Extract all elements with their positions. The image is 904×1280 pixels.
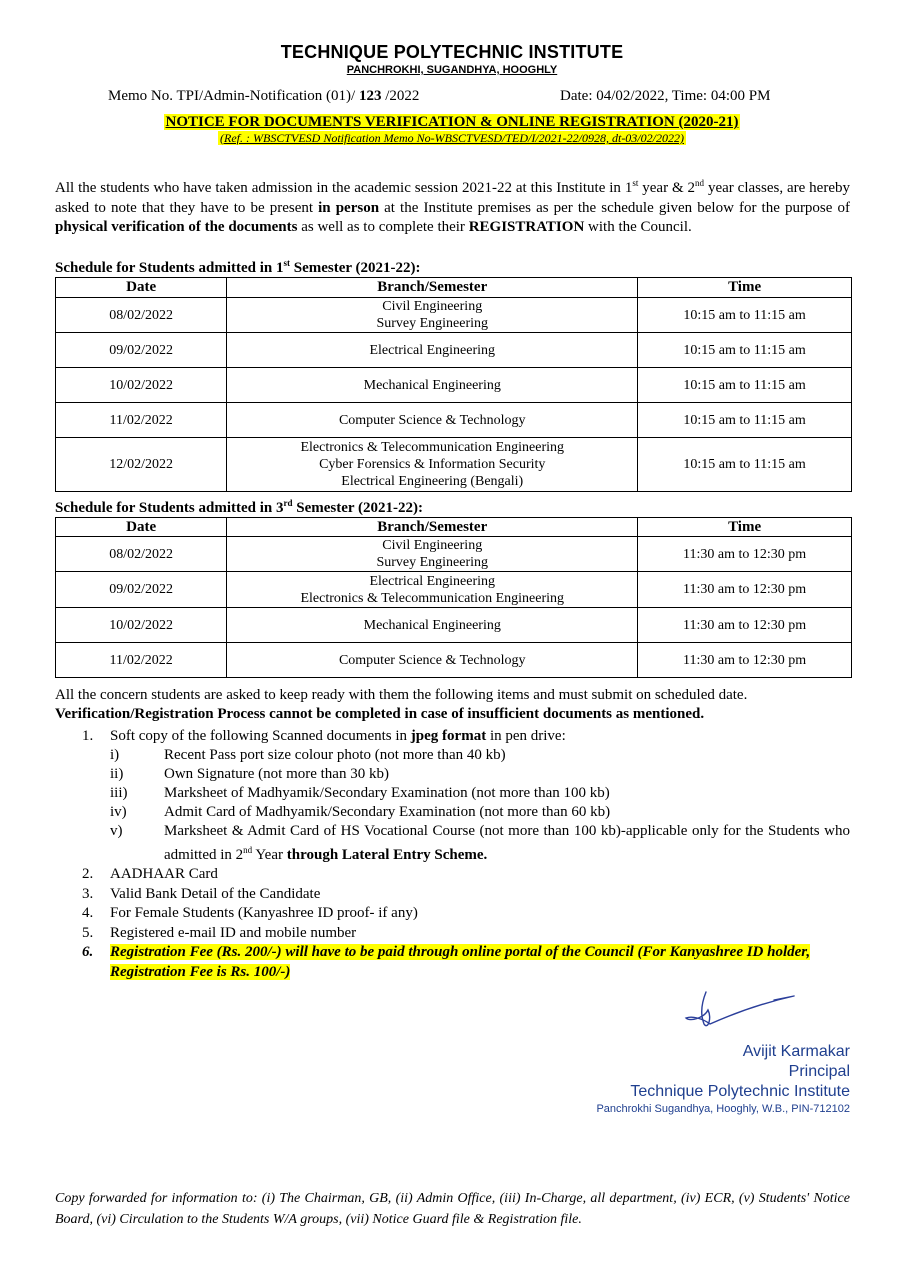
branch-name: Survey Engineering xyxy=(376,555,489,570)
branch-name: Electronics & Telecommunication Engineering xyxy=(300,440,564,455)
signatory-address: Panchrokhi Sugandhya, Hooghly, W.B., PIN-712102 xyxy=(596,1103,850,1115)
branch-name: Computer Science & Technology xyxy=(338,652,526,668)
signature-scribble xyxy=(678,988,798,1038)
branch-name: Mechanical Engineering xyxy=(363,377,501,393)
registration-fee-text: Registration Fee (Rs. 200/-) will have to be paid through online portal of the Council (For Kanyashree ID holder, Registration Fee is Rs. 100/-) xyxy=(110,944,811,980)
cell-branch xyxy=(227,608,638,643)
cell-branch xyxy=(227,572,638,608)
list-item: 5. Registered e-mail ID and mobile number xyxy=(82,924,357,941)
sub-item: ii) Own Signature (not more than 30 kb) xyxy=(110,766,389,782)
schedule2-header-time: Time xyxy=(638,518,852,537)
institute-address: PANCHROKHI, SUGANDHYA, HOOGHLY xyxy=(346,64,558,76)
cell-time: 10:15 am to 11:15 am xyxy=(638,368,852,403)
notice-title xyxy=(0,114,904,131)
cell-branch xyxy=(227,298,638,333)
table-row xyxy=(56,403,852,438)
instructions-line1: All the concern students are asked to keep ready with them the following items and must submit on scheduled date. xyxy=(55,687,748,703)
branch-name: Computer Science & Technology xyxy=(338,412,526,428)
cell-branch xyxy=(227,537,638,572)
schedule1-header-date: Date xyxy=(56,278,227,298)
table-row xyxy=(56,537,852,572)
cell-time: 10:15 am to 11:15 am xyxy=(638,438,852,492)
schedule1-header-time: Time xyxy=(638,278,852,298)
branch-name: Electrical Engineering (Bengali) xyxy=(341,474,524,489)
signatory-name: Avijit Karmakar xyxy=(742,1043,850,1060)
item-list xyxy=(82,865,850,983)
instructions xyxy=(55,686,850,724)
schedule1-header-branch: Branch/Semester xyxy=(227,278,638,298)
cell-date: 08/02/2022 xyxy=(56,537,227,572)
cell-time: 11:30 am to 12:30 pm xyxy=(638,608,852,643)
signatory-institute: Technique Polytechnic Institute xyxy=(630,1083,850,1100)
schedule2-header-date: Date xyxy=(56,518,227,537)
institute-name: TECHNIQUE POLYTECHNIC INSTITUTE xyxy=(280,42,624,62)
signatory-designation: Principal xyxy=(788,1063,850,1080)
copy-forwarded: Copy forwarded for information to: (i) The Chairman, GB, (ii) Admin Office, (iii) In-Charge, all department, (iv) ECR, (v) Students' Notice Board, (vi) Circulation to the Students W/A groups, (vii) Notice Guard file & Registration file. xyxy=(55,1191,850,1227)
cell-branch xyxy=(227,333,638,368)
branch-name: Mechanical Engineering xyxy=(363,617,501,633)
cell-date: 11/02/2022 xyxy=(56,643,227,678)
cell-time: 11:30 am to 12:30 pm xyxy=(638,572,852,608)
memo-suffix: /2022 xyxy=(381,88,420,104)
notice-title-text: NOTICE FOR DOCUMENTS VERIFICATION & ONLINE REGISTRATION (2020-21) xyxy=(165,114,739,130)
memo-number xyxy=(108,88,419,105)
schedule1-table xyxy=(55,277,852,492)
sub-item: i) Recent Pass port size colour photo (not more than 40 kb) xyxy=(110,747,506,763)
branch-name: Survey Engineering xyxy=(376,316,489,331)
table-row xyxy=(56,643,852,678)
cell-branch xyxy=(227,438,638,492)
cell-time: 11:30 am to 12:30 pm xyxy=(638,643,852,678)
cell-date: 11/02/2022 xyxy=(56,403,227,438)
schedule1-title: Schedule for Students admitted in 1st Semester (2021-22): xyxy=(55,258,421,276)
cell-date: 10/02/2022 xyxy=(56,368,227,403)
schedule2-table xyxy=(55,517,852,678)
table-row xyxy=(56,438,852,492)
cell-branch xyxy=(227,643,638,678)
cell-time: 10:15 am to 11:15 am xyxy=(638,298,852,333)
list-item: 2. AADHAAR Card xyxy=(82,866,218,882)
table-row xyxy=(56,298,852,333)
list-item: 4. For Female Students (Kanyashree ID proof- if any) xyxy=(82,905,418,921)
notice-reference-text: (Ref. : WBSCTVESD Notification Memo No-WBSCTVESD/TED/I/2021-22/0928, dt-03/02/2022) xyxy=(220,131,684,145)
notice-reference xyxy=(0,131,904,146)
memo-number-value: 123 xyxy=(358,88,382,104)
memo-prefix: Memo No. TPI/Admin-Notification (01)/ xyxy=(108,88,359,104)
branch-name: Civil Engineering xyxy=(382,299,483,314)
cell-branch xyxy=(227,368,638,403)
memo-date: Date: 04/02/2022, Time: 04:00 PM xyxy=(560,88,771,104)
table-row xyxy=(56,333,852,368)
cell-branch xyxy=(227,403,638,438)
table-row xyxy=(56,572,852,608)
branch-name: Electrical Engineering xyxy=(369,342,496,358)
cell-date: 08/02/2022 xyxy=(56,298,227,333)
table-row xyxy=(56,368,852,403)
table-row xyxy=(56,608,852,643)
cell-time: 10:15 am to 11:15 am xyxy=(638,333,852,368)
schedule2-header-branch: Branch/Semester xyxy=(227,518,638,537)
cell-date: 09/02/2022 xyxy=(56,333,227,368)
intro-paragraph: All the students who have taken admission in the academic session 2021-22 at this Institute in 1st year & 2nd year classes, are hereby asked to note that they have to be present in person at the Institute premises as per the schedule given below for the purpose of physical verification of the documents as well as to complete their REGISTRATION with the Council. xyxy=(55,178,851,235)
branch-name: Electronics & Telecommunication Engineering xyxy=(300,590,564,606)
cell-date: 09/02/2022 xyxy=(56,572,227,608)
list-item: 1. Soft copy of the following Scanned documents in jpeg format in pen drive: xyxy=(82,728,566,744)
cell-date: 10/02/2022 xyxy=(56,608,227,643)
list-item-registration-fee: 6. Registration Fee (Rs. 200/-) will have to be paid through online portal of the Council (For Kanyashree ID holder, Registration Fee is Rs. 100/-) xyxy=(82,944,811,980)
sub-item: iii) Marksheet of Madhyamik/Secondary Examination (not more than 100 kb) xyxy=(110,785,610,801)
sub-item: iv) Admit Card of Madhyamik/Secondary Examination (not more than 60 kb) xyxy=(110,804,611,820)
cell-time: 11:30 am to 12:30 pm xyxy=(638,537,852,572)
branch-name: Electrical Engineering xyxy=(369,573,496,589)
cell-time: 10:15 am to 11:15 am xyxy=(638,403,852,438)
sub-item: v) Marksheet & Admit Card of HS Vocational Course (not more than 100 kb)-applicable only for the Students who admitted in 2nd Year through Lateral Entry Scheme. xyxy=(110,823,850,863)
item1-block xyxy=(82,727,850,863)
list-item: 3. Valid Bank Detail of the Candidate xyxy=(82,885,321,902)
cell-date: 12/02/2022 xyxy=(56,438,227,492)
branch-name: Civil Engineering xyxy=(382,538,483,553)
instructions-line2: Verification/Registration Process cannot be completed in case of insufficient documents as mentioned. xyxy=(55,706,705,722)
schedule2-title: Schedule for Students admitted in 3rd Semester (2021-22): xyxy=(55,498,424,516)
branch-name: Cyber Forensics & Information Security xyxy=(319,457,546,472)
